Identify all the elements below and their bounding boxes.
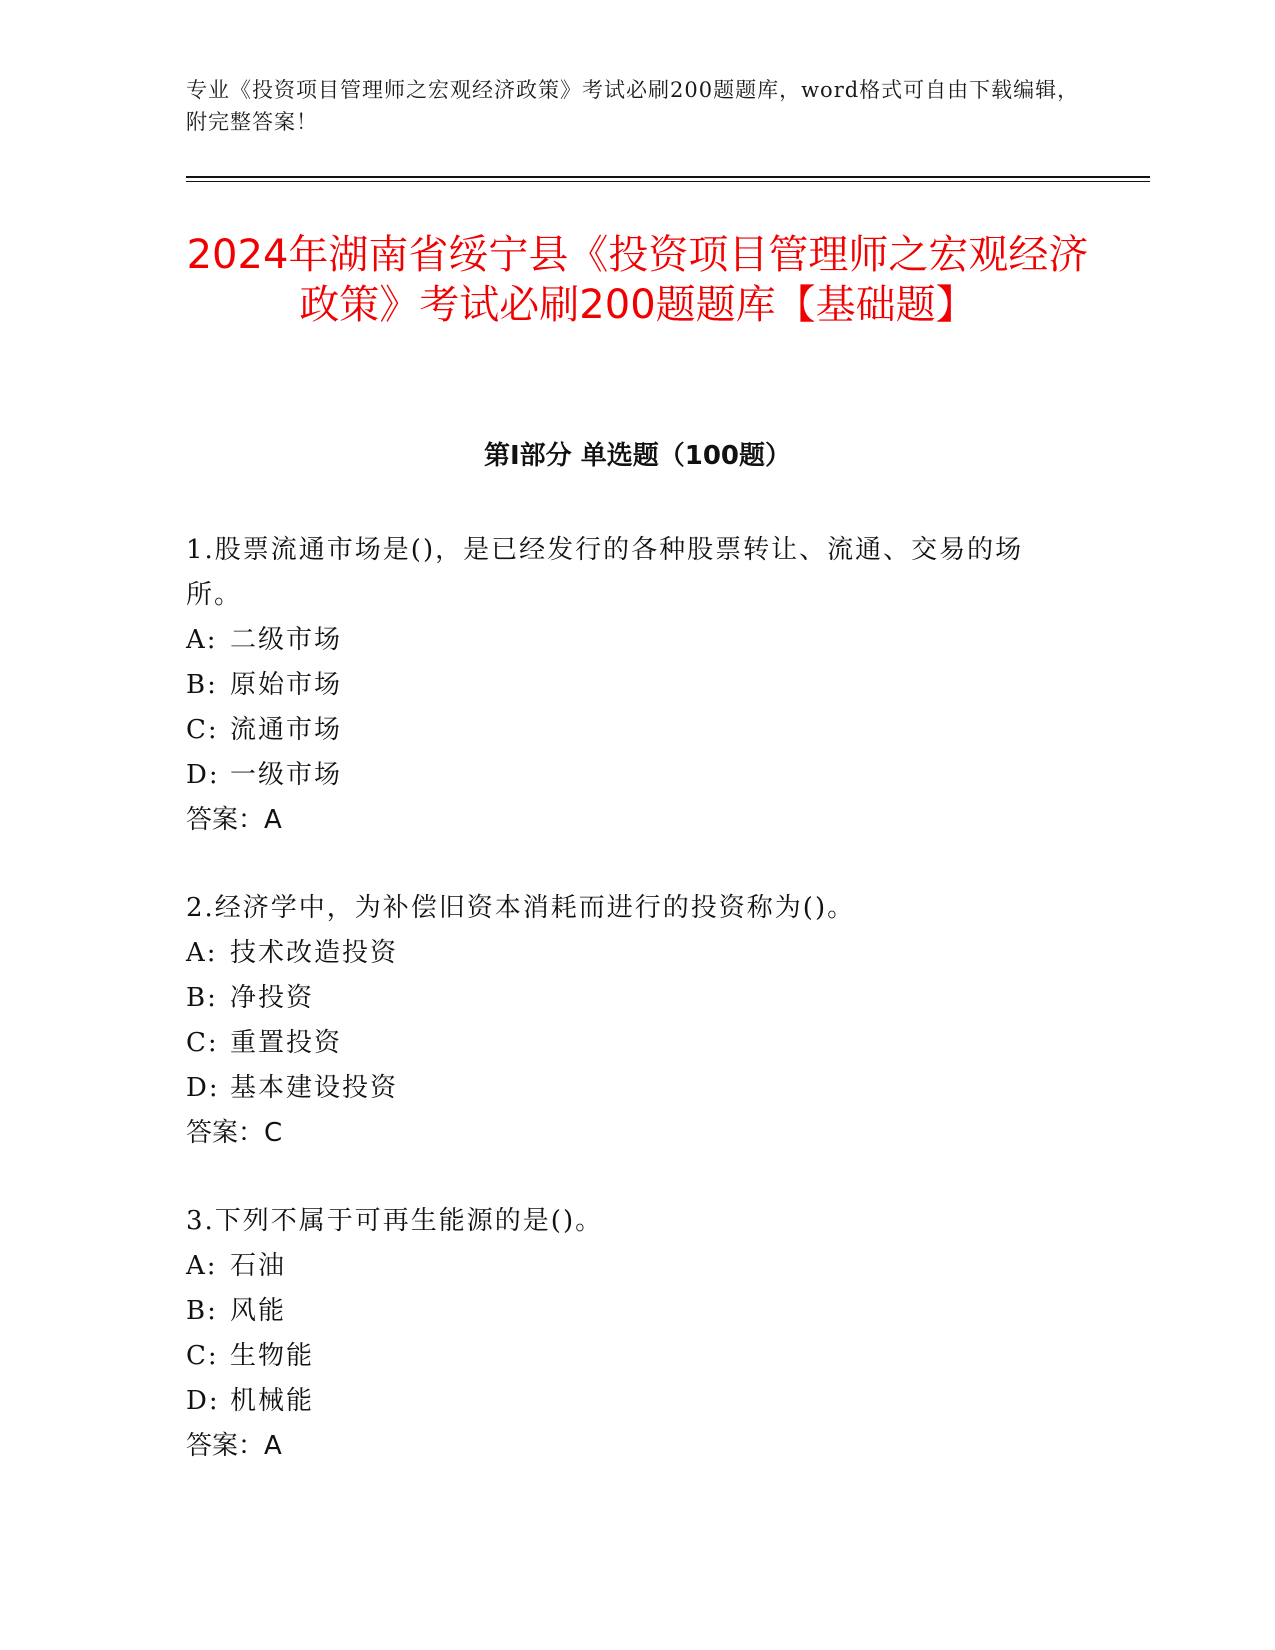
document-title: 2024年湖南省绥宁县《投资项目管理师之宏观经济政策》考试必刷200题题库【基础题】 <box>186 232 1089 328</box>
option-d <box>186 1379 1066 1424</box>
option-c <box>186 1021 1066 1066</box>
option-text: 重置投资 <box>230 1028 343 1058</box>
question-1 <box>186 528 1066 843</box>
header-note: 专业《投资项目管理师之宏观经济政策》考试必刷200题题库，word格式可自由下载编辑，附完整答案！ <box>186 78 1080 134</box>
option-d <box>186 753 1066 798</box>
option-key: A: <box>186 938 218 968</box>
option-text: 流通市场 <box>230 715 343 745</box>
option-text: 石油 <box>230 1251 287 1281</box>
option-a <box>186 618 1066 663</box>
option-b <box>186 976 1066 1021</box>
option-key: D: <box>186 760 220 790</box>
option-key: B: <box>186 983 218 1013</box>
option-key: C: <box>186 1028 219 1058</box>
option-text: 原始市场 <box>230 670 343 700</box>
option-text: 风能 <box>230 1296 287 1326</box>
option-text: 技术改造投资 <box>230 938 399 968</box>
option-key: D: <box>186 1073 220 1103</box>
option-list <box>186 1244 1066 1424</box>
option-key: C: <box>186 715 219 745</box>
answer-line: 答案：C <box>186 1118 283 1148</box>
option-key: C: <box>186 1341 219 1371</box>
option-list <box>186 931 1066 1111</box>
section-title: 第I部分 单选题（100题） <box>484 441 791 471</box>
option-key: B: <box>186 670 218 700</box>
option-b <box>186 663 1066 708</box>
option-a <box>186 931 1066 976</box>
answer-line: 答案：A <box>186 1431 282 1461</box>
question-2 <box>186 886 1066 1156</box>
option-c <box>186 1334 1066 1379</box>
option-text: 净投资 <box>230 983 315 1013</box>
question-stem: 1.股票流通市场是()，是已经发行的各种股票转让、流通、交易的场所。 <box>186 535 1024 610</box>
option-key: A: <box>186 625 218 655</box>
question-stem: 3.下列不属于可再生能源的是()。 <box>186 1206 604 1236</box>
option-key: B: <box>186 1296 218 1326</box>
option-key: D: <box>186 1386 220 1416</box>
option-text: 机械能 <box>230 1386 315 1416</box>
question-stem: 2.经济学中，为补偿旧资本消耗而进行的投资称为()。 <box>186 893 856 923</box>
option-d <box>186 1066 1066 1111</box>
question-list <box>186 528 1066 1512</box>
header-divider <box>186 176 1150 182</box>
option-key: A: <box>186 1251 218 1281</box>
question-3 <box>186 1199 1066 1469</box>
option-text: 一级市场 <box>230 760 343 790</box>
option-text: 生物能 <box>230 1341 315 1371</box>
option-c <box>186 708 1066 753</box>
option-b <box>186 1289 1066 1334</box>
answer-line: 答案：A <box>186 805 282 835</box>
option-list <box>186 618 1066 798</box>
option-text: 二级市场 <box>230 625 343 655</box>
option-text: 基本建设投资 <box>230 1073 399 1103</box>
option-a <box>186 1244 1066 1289</box>
